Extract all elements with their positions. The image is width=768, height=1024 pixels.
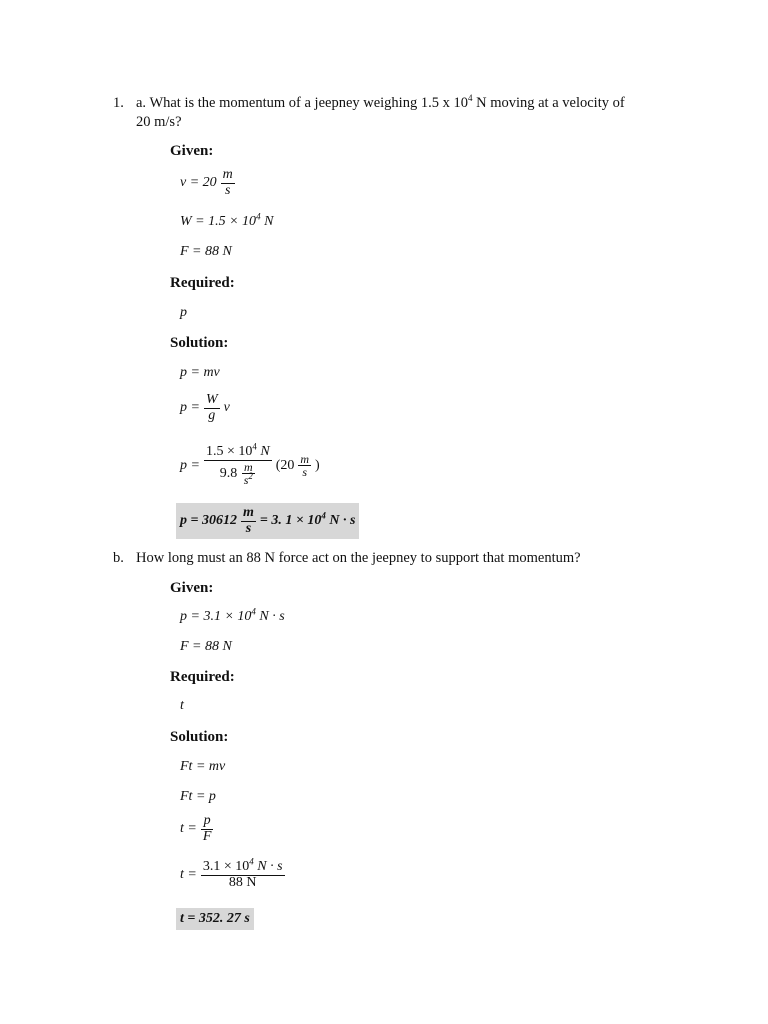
fraction-numerator: $3.1 \times 10^4$ N · s [202,856,283,874]
given-velocity [180,168,236,198]
part-b-step-4-lhs: t = [180,867,197,883]
fraction-numerator: m [242,505,254,520]
part-a-question [136,94,625,113]
part-b-required-heading: Required: [170,669,235,685]
fraction-denominator: F [202,828,212,844]
part-b-required-value: t [180,698,184,713]
fraction-denominator: s [245,520,252,536]
given-momentum-unit: N · s [255,609,285,624]
fraction-denominator: 9.8 $\frac{m}{s^2}$ [219,459,253,488]
solution-step-2 [180,393,230,423]
part-b-letter: b. [113,550,124,566]
answer-unit-fraction [241,506,256,536]
weight-over-g-fraction [204,393,220,423]
solution-step-2-lhs: p = [180,400,200,416]
given-momentum [180,606,285,625]
fraction-numerator: p [201,814,214,830]
part-a-required-heading: Required: [170,275,235,291]
fraction-numerator: m [222,167,233,182]
given-weight [180,211,274,230]
solution-step-1: p = mv [180,365,220,380]
part-a-question-text: What is the momentum of a jeepney weighing 1.5 x 10 [149,95,468,111]
fraction-denominator: 88 N [228,874,257,890]
answer-rhs: = 3. $1 \times 10^4$ N · s [259,510,356,529]
fraction-numerator: W [205,392,218,407]
given-momentum-exponent: 4 [251,606,256,617]
given-weight-text: W = 1.5 × 10 [180,214,257,229]
part-a-answer [176,503,359,539]
fraction-numerator: m [242,461,255,475]
answer-lhs: p = 30612 [180,513,237,529]
fraction-denominator: g [208,407,216,423]
time-substitution-fraction [201,856,285,890]
given-force: F = 88 N [180,244,232,259]
solution-step-3 [180,441,320,488]
part-a-question-exponent: 4 [467,93,473,104]
question-number: 1. [113,95,124,111]
part-b-solution-step-1: Ft = mv [180,759,226,774]
part-a-solution-heading: Solution: [170,335,229,351]
given-weight-unit: N [260,214,274,229]
velocity-paren-open: (20 [275,457,295,473]
p-over-f-fraction [201,814,214,844]
fraction-denominator: s [225,182,231,198]
part-b-solution-heading: Solution: [170,729,229,745]
velocity-unit-fraction [298,453,311,479]
part-b-answer: t = 352. 27 s [176,908,254,930]
fraction-denominator: s [302,465,308,480]
part-a-question-line2: 20 m/s? [136,114,182,130]
given-weight-exponent: 4 [256,211,261,222]
part-a-letter: a. [136,95,147,111]
given-velocity-lhs: v = 20 [180,175,217,191]
fraction-denominator: $s^2$ [243,471,253,488]
velocity-paren-close: ) [315,457,320,473]
acceleration-unit-fraction [242,461,255,487]
part-b-solution-step-3 [180,814,214,844]
solution-step-2-rhs: v [223,400,230,416]
velocity-unit-fraction [221,168,235,198]
part-b-solution-step-4 [180,856,286,890]
part-b-question: How long must an 88 N force act on the jeepney to support that momentum? [136,550,581,566]
part-a-required-value: p [180,305,187,320]
part-b-given-heading: Given: [170,580,214,596]
part-b-solution-step-2: Ft = p [180,789,216,804]
part-a-given-heading: Given: [170,143,214,159]
solution-step-3-lhs: p = [180,457,200,473]
given-momentum-text: p = 3.1 × 10 [180,609,252,624]
part-b-step-3-lhs: t = [180,821,197,837]
part-a-question-text-2: N moving at a velocity of [472,95,625,111]
fraction-numerator: m [300,451,310,466]
fraction-numerator: $1.5 \times 10^4$ N [205,441,270,459]
given-force-b: F = 88 N [180,639,232,654]
substitution-fraction [204,441,272,488]
